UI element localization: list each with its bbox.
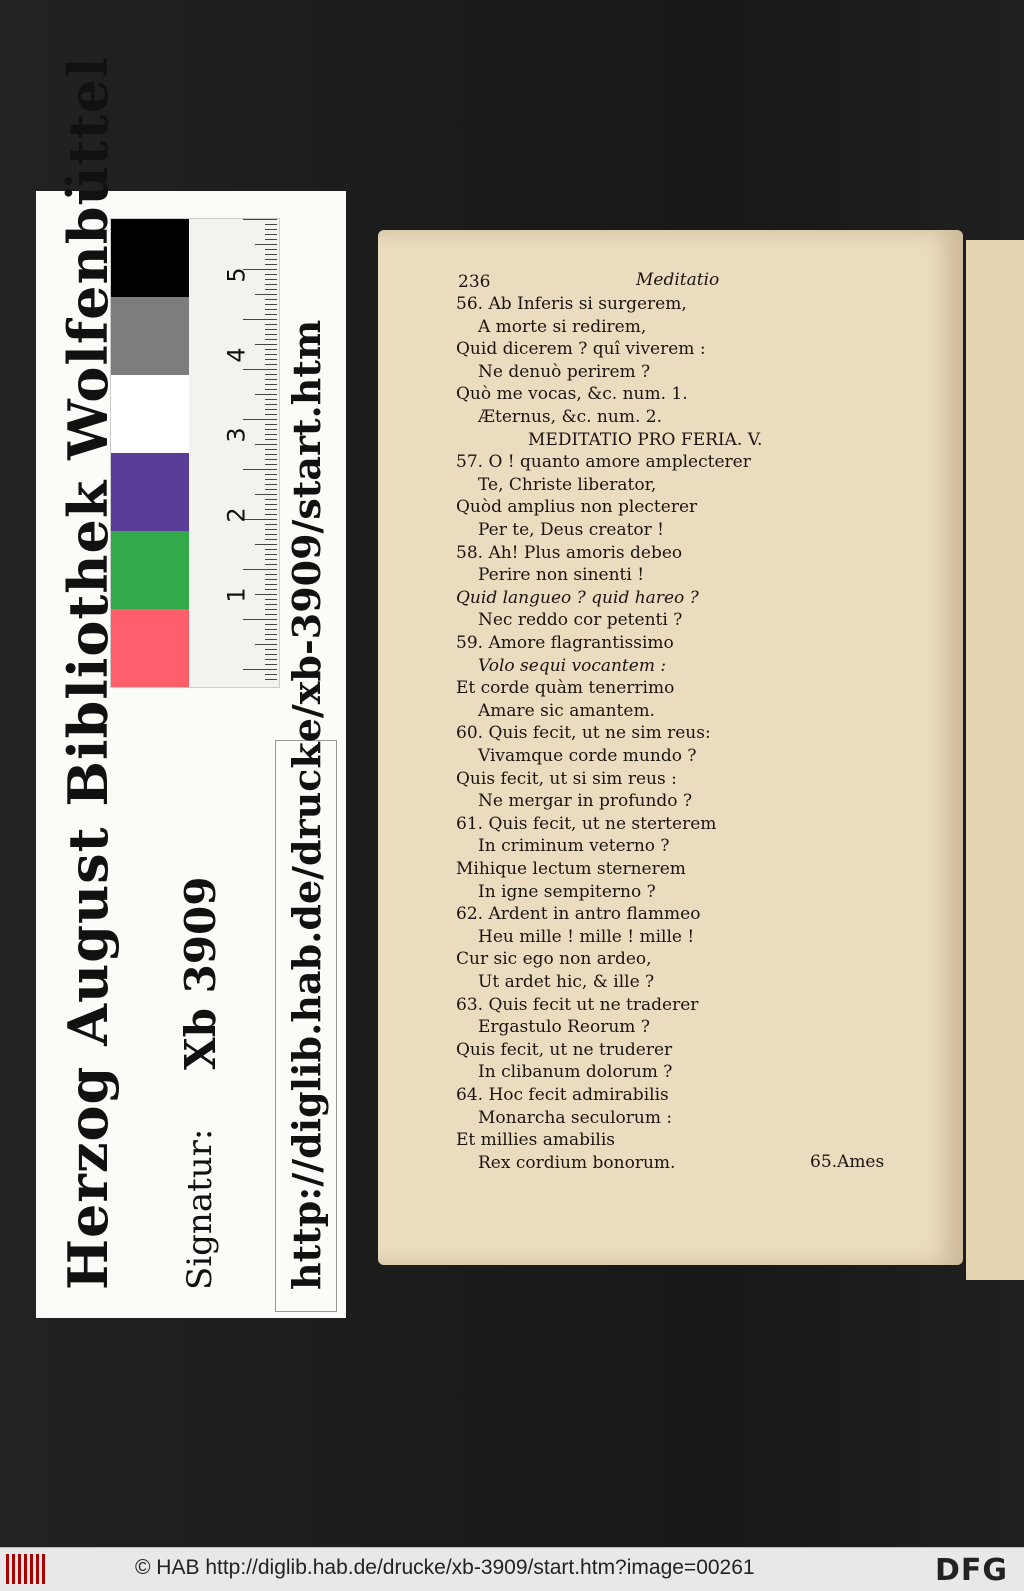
ruler-tick bbox=[255, 294, 277, 295]
ruler-tick bbox=[265, 229, 277, 230]
text-line: Nec reddo cor petenti ? bbox=[478, 610, 683, 631]
ruler-tick bbox=[243, 219, 277, 220]
running-head: Meditatio bbox=[636, 270, 720, 290]
ruler-tick bbox=[265, 524, 277, 525]
text-line: 58. Ah! Plus amoris debeo bbox=[456, 542, 683, 563]
ruler-tick bbox=[265, 459, 277, 460]
swatch-gray bbox=[111, 297, 189, 375]
text-line: Æternus, &c. num. 2. bbox=[478, 407, 662, 427]
ruler-number-1: 1 bbox=[222, 587, 251, 603]
text-line: Monarcha seculorum : bbox=[478, 1107, 673, 1128]
ruler-tick bbox=[265, 279, 277, 280]
catchword: 65.Ames bbox=[810, 1152, 885, 1172]
ruler-tick bbox=[265, 549, 277, 550]
ruler-tick bbox=[265, 334, 277, 335]
ruler-tick bbox=[255, 594, 277, 595]
text-line: Perire non sinenti ! bbox=[478, 565, 645, 586]
ruler-tick bbox=[265, 354, 277, 355]
text-line: Quis fecit, ut si sim reus : bbox=[456, 768, 677, 789]
ruler-tick bbox=[255, 344, 277, 345]
text-line: Ergastulo Reorum ? bbox=[478, 1017, 650, 1038]
ruler-tick bbox=[265, 409, 277, 410]
text-line: Quid dicerem ? quî viverem : bbox=[456, 339, 706, 360]
ruler-tick bbox=[265, 584, 277, 585]
ruler-tick bbox=[265, 314, 277, 315]
ruler-tick bbox=[243, 569, 277, 570]
signature-value: Xb 3909 bbox=[176, 876, 225, 1070]
ruler-tick bbox=[265, 664, 277, 665]
text-line: Per te, Deus creator ! bbox=[478, 520, 665, 540]
ruler-tick bbox=[265, 339, 277, 340]
ruler-tick bbox=[265, 274, 277, 275]
ruler-tick bbox=[265, 554, 277, 555]
text-line: In igne sempiterno ? bbox=[478, 881, 656, 902]
ruler-tick bbox=[255, 544, 277, 545]
ruler-tick bbox=[243, 419, 277, 420]
ruler-tick bbox=[265, 249, 277, 250]
text-line: Vivamque corde mundo ? bbox=[478, 746, 697, 766]
ruler-tick bbox=[265, 629, 277, 630]
dfg-logo: DFG bbox=[935, 1553, 1009, 1588]
ruler-tick bbox=[265, 439, 277, 440]
ruler-tick bbox=[265, 304, 277, 305]
text-line: 59. Amore flagrantissimo bbox=[456, 633, 674, 653]
ruler-tick bbox=[265, 499, 277, 500]
card-url: http://diglib.hab.de/drucke/xb-3909/start.htm bbox=[284, 319, 329, 1290]
ruler-tick bbox=[265, 474, 277, 475]
ruler-number-5: 5 bbox=[222, 267, 251, 283]
ruler-tick bbox=[265, 449, 277, 450]
ruler-tick bbox=[265, 374, 277, 375]
ruler-tick bbox=[265, 309, 277, 310]
ruler-tick bbox=[255, 444, 277, 445]
ruler-tick bbox=[265, 454, 277, 455]
ruler-tick bbox=[265, 324, 277, 325]
swatch-green bbox=[111, 531, 189, 609]
ruler-tick bbox=[255, 644, 277, 645]
ruler-tick bbox=[265, 639, 277, 640]
swatch-white bbox=[111, 375, 189, 453]
ruler-tick bbox=[265, 364, 277, 365]
text-line: Quid langueo ? quid hareo ? bbox=[456, 587, 699, 608]
ruler-tick bbox=[265, 539, 277, 540]
ruler-tick bbox=[265, 674, 277, 675]
text-line: 62. Ardent in antro flammeo bbox=[456, 904, 701, 925]
ruler-tick bbox=[265, 479, 277, 480]
text-line: Et corde quàm tenerrimo bbox=[456, 678, 675, 699]
swatch-purple bbox=[111, 453, 189, 531]
swatch-black bbox=[111, 219, 189, 297]
text-line: In criminum veterno ? bbox=[478, 836, 670, 857]
swatch-red bbox=[111, 609, 189, 687]
ruler-tick bbox=[265, 464, 277, 465]
text-line: A morte si redirem, bbox=[478, 316, 647, 337]
ruler-tick bbox=[265, 384, 277, 385]
ruler-tick bbox=[265, 434, 277, 435]
ruler-tick bbox=[265, 614, 277, 615]
ruler-number-3: 3 bbox=[222, 427, 251, 443]
signature-label: Signatur: bbox=[180, 1128, 220, 1290]
text-line: 64. Hoc fecit admirabilis bbox=[456, 1085, 669, 1105]
ruler-tick bbox=[265, 564, 277, 565]
ruler-tick bbox=[265, 284, 277, 285]
text-line: Ne mergar in profundo ? bbox=[478, 791, 693, 812]
text-line: Volo sequi vocantem : bbox=[478, 655, 667, 676]
ruler-tick bbox=[265, 239, 277, 240]
ruler-tick bbox=[243, 669, 277, 670]
text-line: 56. Ab Inferis si surgerem, bbox=[456, 294, 687, 314]
text-line: Et millies amabilis bbox=[456, 1130, 616, 1151]
text-line: 61. Quis fecit, ut ne sterterem bbox=[456, 813, 717, 834]
ruler-tick bbox=[265, 514, 277, 515]
hab-logo-icon bbox=[6, 1554, 48, 1584]
text-line: Quis fecit, ut ne truderer bbox=[456, 1039, 673, 1060]
ruler-tick bbox=[265, 329, 277, 330]
text-line: 60. Quis fecit, ut ne sim reus: bbox=[456, 723, 711, 744]
ruler-tick bbox=[265, 609, 277, 610]
ruler-tick bbox=[255, 394, 277, 395]
ruler-tick bbox=[265, 379, 277, 380]
ruler-tick bbox=[265, 529, 277, 530]
ruler-tick bbox=[265, 504, 277, 505]
ruler-tick bbox=[243, 469, 277, 470]
ruler-tick bbox=[265, 654, 277, 655]
ruler-tick bbox=[265, 534, 277, 535]
ruler-tick bbox=[243, 369, 277, 370]
next-page-edge bbox=[966, 240, 1024, 1280]
text-line: Cur sic ego non ardeo, bbox=[456, 949, 652, 970]
page-number: 236 bbox=[458, 272, 491, 292]
ruler-tick bbox=[265, 634, 277, 635]
institution-name: Herzog August Bibliothek Wolfenbüttel bbox=[56, 56, 120, 1290]
ruler-tick bbox=[265, 659, 277, 660]
ruler-tick bbox=[265, 649, 277, 650]
ruler-tick bbox=[265, 399, 277, 400]
color-ruler bbox=[110, 218, 280, 688]
ruler-tick bbox=[265, 574, 277, 575]
ruler-tick bbox=[265, 254, 277, 255]
ruler-number-4: 4 bbox=[222, 347, 251, 363]
text-line: Heu mille ! mille ! mille ! bbox=[478, 926, 695, 947]
text-line: 57. O ! quanto amore amplecterer bbox=[456, 452, 751, 473]
ruler-number-2: 2 bbox=[222, 507, 251, 523]
ruler-tick bbox=[265, 299, 277, 300]
text-line: Te, Christe liberator, bbox=[478, 474, 657, 495]
ruler-tick bbox=[265, 414, 277, 415]
ruler-tick bbox=[265, 624, 277, 625]
ruler-tick bbox=[265, 509, 277, 510]
ruler-tick bbox=[243, 619, 277, 620]
text-line: Amare sic amantem. bbox=[478, 700, 655, 721]
ruler-tick bbox=[265, 559, 277, 560]
ruler-ticks bbox=[191, 219, 277, 687]
ruler-tick bbox=[265, 604, 277, 605]
ruler-tick bbox=[265, 359, 277, 360]
text-line: Quò me vocas, &c. num. 1. bbox=[456, 384, 688, 405]
ruler-tick bbox=[265, 599, 277, 600]
text-line: Quòd amplius non plecterer bbox=[456, 497, 698, 518]
ruler-tick bbox=[265, 589, 277, 590]
footer-copyright: © HAB http://diglib.hab.de/drucke/xb-3909/start.htm?image=00261 bbox=[135, 1556, 755, 1579]
ruler-tick bbox=[265, 579, 277, 580]
text-line: Rex cordium bonorum. bbox=[478, 1152, 676, 1173]
ruler-tick bbox=[255, 244, 277, 245]
text-line: 63. Quis fecit ut ne traderer bbox=[456, 994, 699, 1015]
ruler-tick bbox=[265, 349, 277, 350]
ruler-tick bbox=[265, 404, 277, 405]
text-line: MEDITATIO PRO FERIA. V. bbox=[528, 429, 763, 450]
ruler-tick bbox=[265, 424, 277, 425]
book-page bbox=[378, 230, 963, 1265]
text-line: Ne denuò perirem ? bbox=[478, 361, 651, 382]
text-line: In clibanum dolorum ? bbox=[478, 1062, 673, 1083]
ruler-tick bbox=[265, 484, 277, 485]
ruler-tick bbox=[265, 429, 277, 430]
ruler-tick bbox=[255, 494, 277, 495]
ruler-tick bbox=[265, 389, 277, 390]
ruler-tick bbox=[265, 289, 277, 290]
ruler-tick bbox=[265, 679, 277, 680]
footer-bar bbox=[0, 1547, 1024, 1591]
ruler-tick bbox=[265, 224, 277, 225]
ruler-tick bbox=[243, 319, 277, 320]
text-line: Mihique lectum sternerem bbox=[456, 859, 686, 879]
ruler-tick bbox=[265, 264, 277, 265]
ruler-tick bbox=[265, 259, 277, 260]
ruler-tick bbox=[265, 489, 277, 490]
ruler-tick bbox=[265, 234, 277, 235]
text-line: Ut ardet hic, & ille ? bbox=[478, 972, 655, 992]
